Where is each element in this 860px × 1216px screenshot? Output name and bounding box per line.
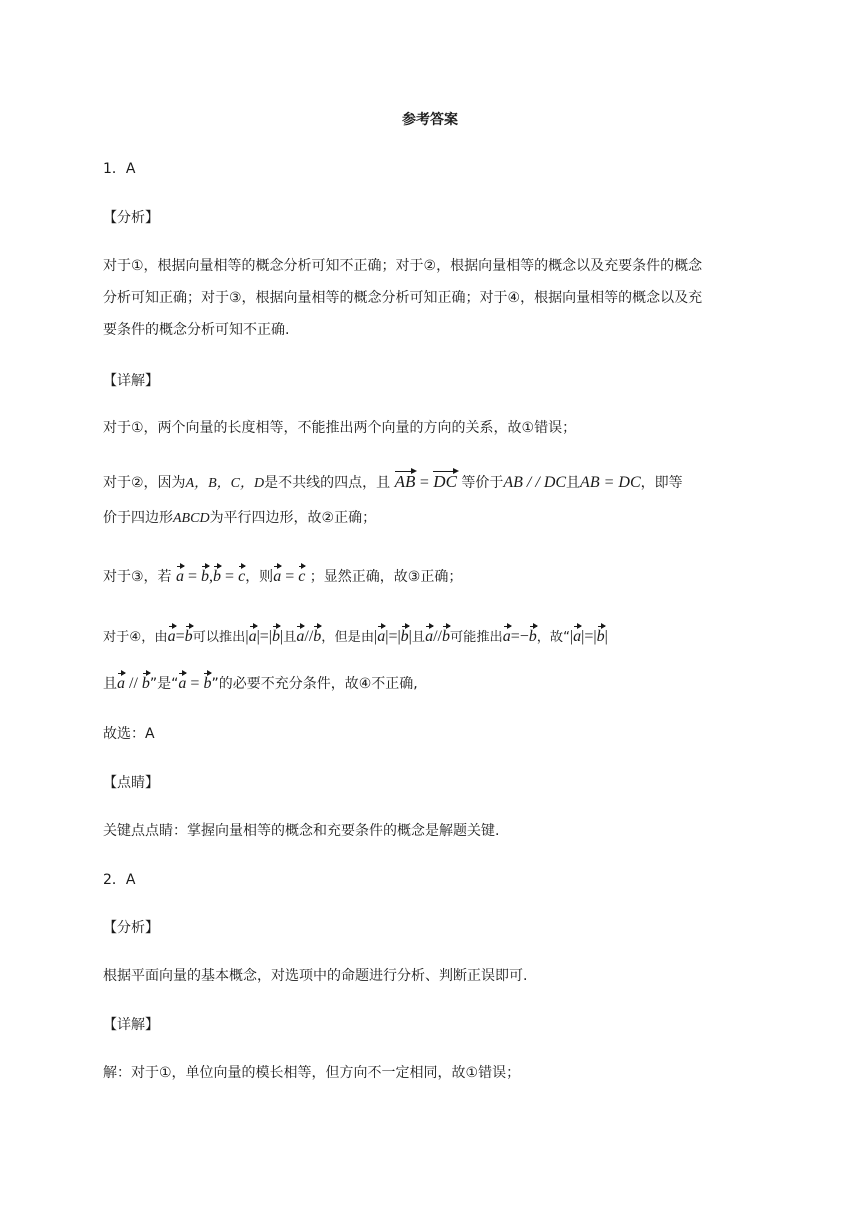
vector-b: b (203, 672, 211, 694)
text: 且 (283, 630, 297, 645)
vector-b: b (313, 625, 321, 647)
q1-detail-line-4: 对于③，若 a = b,b = c，则a = c ；显然正确，故③正确； (103, 565, 462, 587)
text: 可以推出 (192, 630, 246, 645)
text: 等价于 (461, 475, 504, 491)
vector-a: a (573, 625, 581, 647)
text: ，即等 (640, 475, 683, 491)
equality-expression: AB = DC (580, 474, 641, 491)
text: 且 (103, 676, 117, 692)
quadrilateral-label: ABCD (173, 511, 210, 526)
text: 对于③，若 (103, 569, 172, 585)
vector-a: a (425, 625, 433, 647)
vector-b: b (201, 565, 209, 587)
q1-choice: 故选：A (103, 726, 155, 742)
q1-detail-line-5: 对于④，由a=b可以推出|a|=|b|且a//b，但是由|a|=|b|且a//b可能推出a=−b，故“|a|=|b| (103, 625, 608, 648)
q1-analysis-line-2: 分析可知正确；对于③，根据向量相等的概念分析可知正确；对于④，根据向量相等的概念以及充 (103, 290, 703, 306)
vector-b: b (597, 625, 605, 647)
page-title: 参考答案 (402, 112, 458, 128)
parallel-expression: AB / / DC (503, 474, 567, 491)
text: 可能推出 (449, 630, 503, 645)
vector-a: a (503, 625, 511, 647)
vector-c: c (238, 565, 245, 587)
text: ，故“ (536, 630, 570, 645)
q2-answer: 2．A (103, 872, 136, 888)
text: 且 (411, 630, 426, 645)
text: 为平行四边形，故②正确； (209, 510, 377, 526)
text: 对于②，因为 (103, 475, 186, 491)
vector-dc: DC (433, 469, 457, 492)
vector-a: a (296, 625, 304, 647)
q2-detail-line-1: 解：对于①，单位向量的模长相等，但方向不一定相同，故①错误； (103, 1065, 521, 1081)
q1-analysis-heading: 【分析】 (103, 210, 159, 226)
point-labels: A，B，C，D (185, 476, 265, 491)
q1-detail-line-3 (103, 508, 376, 529)
q1-detail-heading: 【详解】 (103, 373, 159, 389)
text: 是不共线的四点，且 (264, 475, 391, 491)
vector-b: b (401, 625, 409, 647)
text: ，但是由 (321, 630, 375, 645)
vector-b: b (442, 625, 450, 647)
vector-a: a (178, 672, 186, 694)
vector-b: b (272, 625, 280, 647)
q1-comment: 关键点点睛：掌握向量相等的概念和充要条件的概念是解题关键. (103, 823, 500, 839)
vector-b: b (185, 625, 193, 647)
q2-detail-heading: 【详解】 (103, 1017, 159, 1033)
text: ”的必要不充分条件，故④不正确, (211, 676, 418, 692)
q1-analysis-line-3: 要条件的概念分析可知不正确. (103, 322, 290, 338)
q1-analysis-line-1: 对于①，根据向量相等的概念分析可知不正确；对于②，根据向量相等的概念以及充要条件的概念 (103, 258, 703, 274)
q1-detail-line-1: 对于①，两个向量的长度相等，不能推出两个向量的方向的关系，故①错误； (103, 420, 577, 436)
text: ；显然正确，故③正确； (309, 569, 463, 585)
text: 价于四边形 (103, 510, 173, 526)
text: 对于④，由 (103, 630, 168, 645)
q1-detail-line-6: 且a // b”是“a = b”的必要不充分条件，故④不正确, (103, 672, 418, 694)
vector-a: a (168, 625, 176, 647)
vector-ab: AB (395, 469, 416, 492)
q1-detail-line-2 (103, 469, 683, 494)
vector-b: b (213, 565, 221, 587)
vector-a: a (377, 625, 385, 647)
equals-sign: = (419, 474, 429, 491)
vector-a: a (249, 625, 257, 647)
text: 且 (566, 475, 581, 491)
q2-analysis: 根据平面向量的基本概念，对选项中的命题进行分析、判断正误即可. (103, 968, 528, 984)
q1-comment-heading: 【点睛】 (103, 775, 159, 791)
vector-b: b (142, 672, 150, 694)
vector-c: c (298, 565, 305, 587)
vector-a: a (117, 672, 125, 694)
q1-answer: 1．A (103, 161, 136, 177)
vector-b: b (529, 625, 537, 647)
vector-a: a (273, 565, 281, 587)
text: ”是“ (149, 676, 179, 692)
vector-a: a (176, 565, 184, 587)
text: ，则 (245, 569, 274, 585)
q2-analysis-heading: 【分析】 (103, 920, 159, 936)
